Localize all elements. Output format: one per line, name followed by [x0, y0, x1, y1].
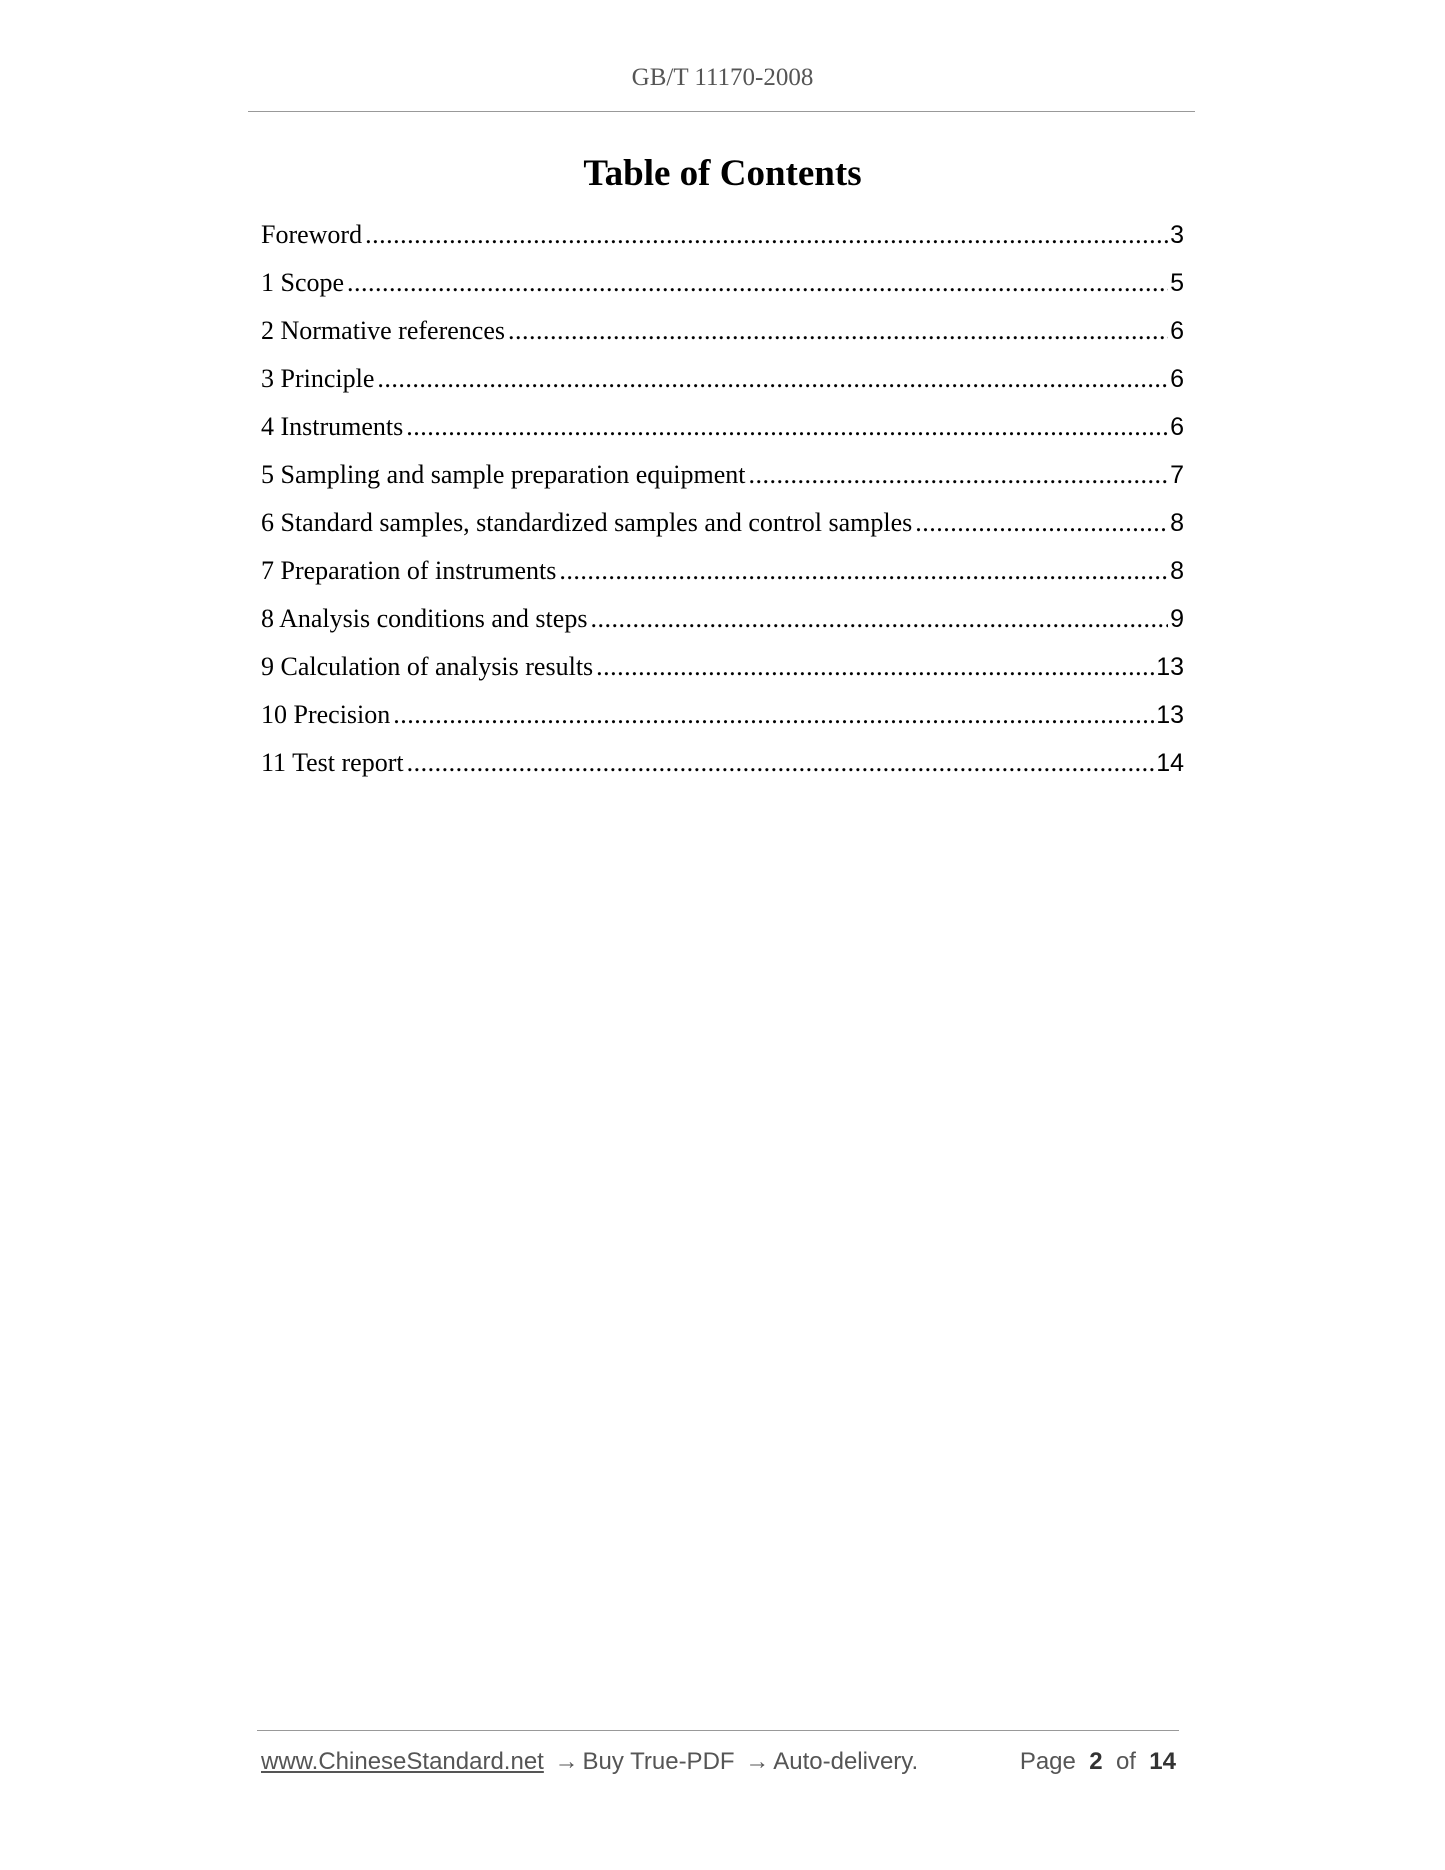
right-arrow-icon: →	[554, 1748, 579, 1775]
toc-entry-label: 10 Precision	[261, 700, 391, 729]
toc-entry-label: 11 Test report	[261, 748, 404, 777]
toc-entry-foreword[interactable]	[261, 220, 1184, 268]
toc-entry-label: 8 Analysis conditions and steps	[261, 604, 588, 633]
toc-entry-label: Foreword	[261, 220, 363, 249]
toc-entry-analysis-conditions[interactable]	[261, 604, 1184, 652]
toc-dot-leader	[406, 412, 1168, 442]
footer-divider	[257, 1730, 1179, 1731]
toc-entry-page: 6	[1170, 365, 1184, 393]
toc-entry-page: 7	[1170, 461, 1184, 489]
toc-entry-calculation[interactable]	[261, 652, 1184, 700]
header-divider	[248, 111, 1195, 112]
toc-entry-test-report[interactable]	[261, 748, 1184, 796]
toc-entry-page: 6	[1170, 317, 1184, 345]
toc-dot-leader	[365, 220, 1168, 250]
page-number-indicator	[1020, 1748, 1176, 1776]
toc-entry-label: 5 Sampling and sample preparation equipment	[261, 460, 746, 489]
toc-entry-page: 13	[1156, 701, 1184, 729]
toc-entry-label: 2 Normative references	[261, 316, 505, 345]
toc-entry-preparation-of-instruments[interactable]	[261, 556, 1184, 604]
toc-entry-sampling-equipment[interactable]	[261, 460, 1184, 508]
buy-true-pdf-text: Buy True-PDF	[582, 1748, 735, 1775]
toc-dot-leader	[347, 268, 1168, 298]
toc-entry-scope[interactable]	[261, 268, 1184, 316]
toc-entry-principle[interactable]	[261, 364, 1184, 412]
toc-entry-label: 1 Scope	[261, 268, 345, 297]
toc-entry-page: 13	[1156, 653, 1184, 681]
total-page-count: 14	[1149, 1748, 1176, 1775]
toc-dot-leader	[590, 604, 1168, 634]
of-word: of	[1115, 1748, 1136, 1775]
toc-dot-leader	[377, 364, 1168, 394]
toc-dot-leader	[915, 508, 1168, 538]
footer-promo	[261, 1748, 918, 1776]
right-arrow-icon: →	[745, 1748, 770, 1775]
toc-entry-label: 7 Preparation of instruments	[261, 556, 557, 585]
toc-entry-label: 9 Calculation of analysis results	[261, 652, 594, 681]
toc-dot-leader	[407, 748, 1155, 778]
toc-entry-page: 8	[1170, 509, 1184, 537]
toc-dot-leader	[508, 316, 1168, 346]
auto-delivery-text: Auto-delivery.	[773, 1748, 919, 1775]
toc-entry-standard-samples[interactable]	[261, 508, 1184, 556]
toc-title: Table of Contents	[583, 153, 862, 194]
toc-entry-normative-references[interactable]	[261, 316, 1184, 364]
document-code-header: GB/T 11170-2008	[631, 64, 814, 91]
page-footer	[261, 1748, 1176, 1782]
toc-dot-leader	[559, 556, 1168, 586]
toc-entry-instruments[interactable]	[261, 412, 1184, 460]
toc-list	[261, 220, 1184, 796]
toc-entry-precision[interactable]	[261, 700, 1184, 748]
toc-dot-leader	[749, 460, 1169, 490]
toc-entry-page: 14	[1156, 749, 1184, 777]
current-page-number: 2	[1089, 1748, 1103, 1775]
toc-entry-page: 6	[1170, 413, 1184, 441]
toc-dot-leader	[596, 652, 1154, 682]
page-word: Page	[1019, 1748, 1076, 1775]
toc-entry-page: 5	[1170, 269, 1184, 297]
toc-entry-label: 4 Instruments	[261, 412, 404, 441]
website-link[interactable]: www.ChineseStandard.net	[261, 1748, 544, 1775]
toc-entry-page: 8	[1170, 557, 1184, 585]
toc-dot-leader	[393, 700, 1154, 730]
toc-entry-page: 9	[1170, 605, 1184, 633]
toc-entry-label: 6 Standard samples, standardized samples and control samples	[261, 508, 913, 537]
toc-entry-label: 3 Principle	[261, 364, 375, 393]
toc-entry-page: 3	[1170, 221, 1184, 249]
